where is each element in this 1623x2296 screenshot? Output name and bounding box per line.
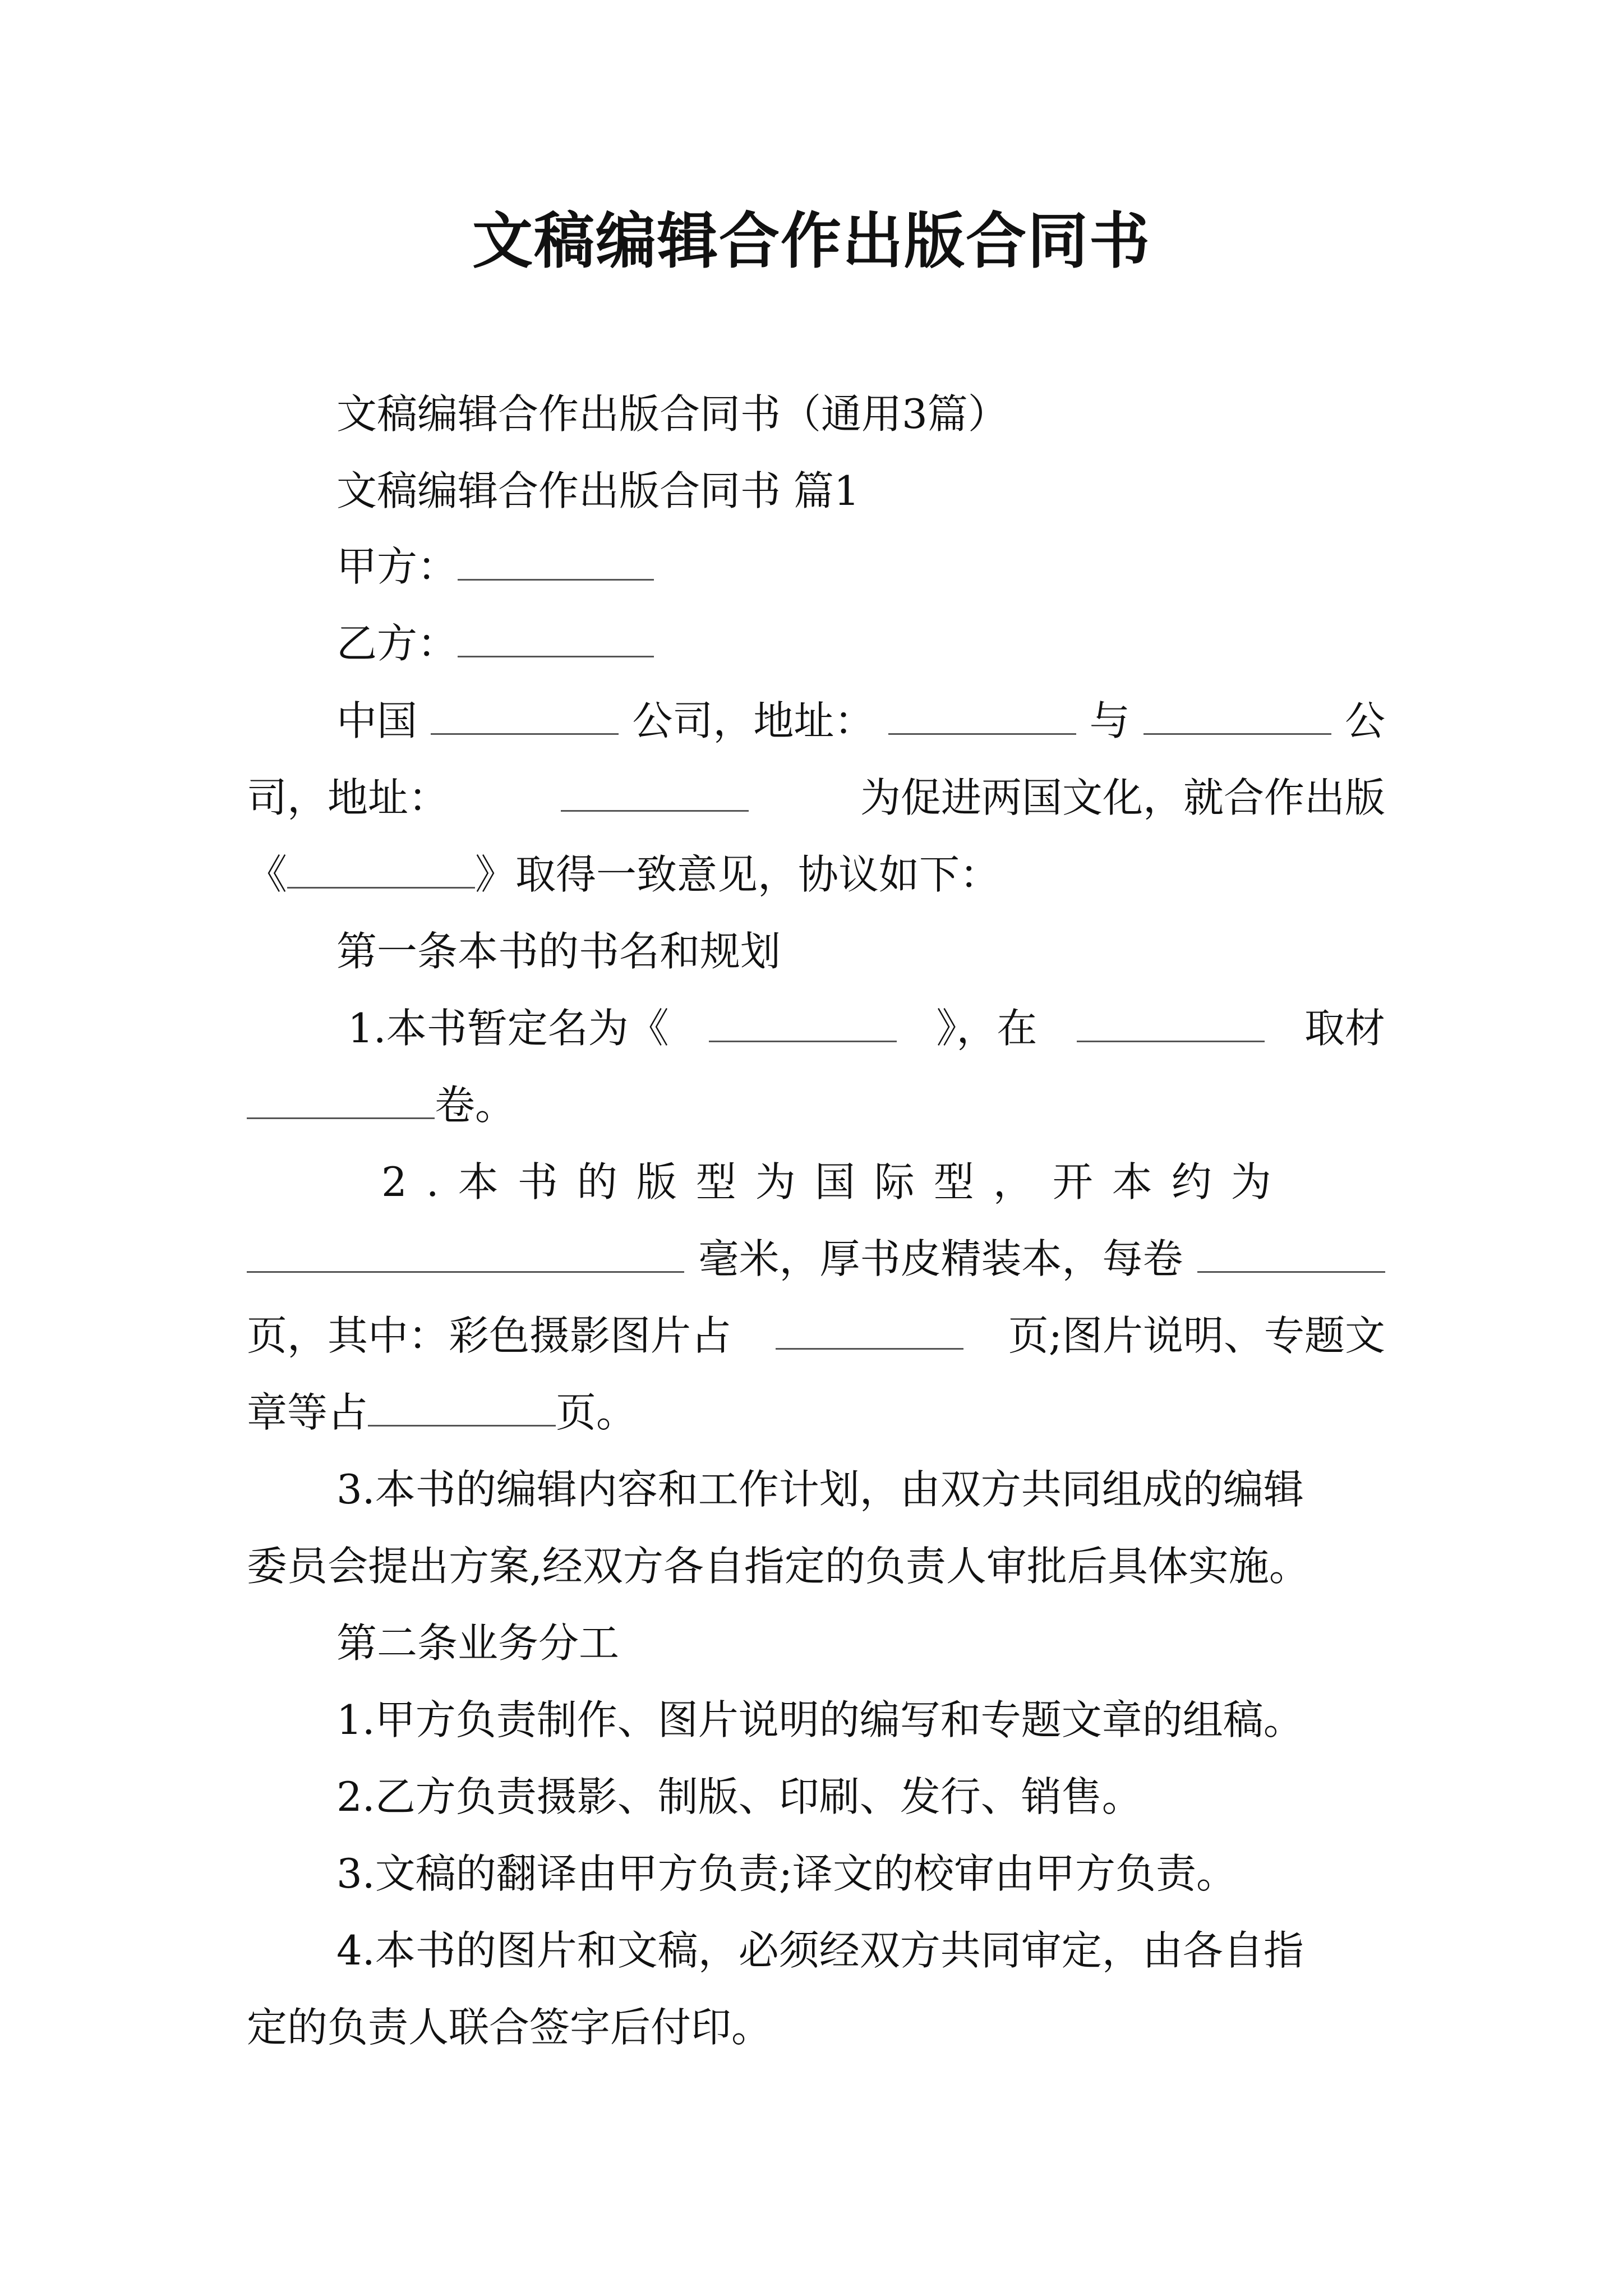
intro-text: 公 xyxy=(1344,697,1385,744)
document-title: 文稿编辑合作出版合同书 xyxy=(472,206,1151,277)
item-text: 章等占 xyxy=(247,1389,368,1436)
blank-field xyxy=(1197,1237,1385,1273)
blank-field xyxy=(888,700,1076,735)
blank-field xyxy=(431,700,619,735)
part-heading: 文稿编辑合作出版合同书 篇1 xyxy=(336,467,860,514)
article-1-item-2: 2.本书的版型为国际型，开本约为 xyxy=(381,1158,1290,1205)
blank-field xyxy=(1144,700,1331,735)
party-a-label: 甲方： xyxy=(336,543,458,590)
party-a-line xyxy=(336,539,654,595)
article-1-item-2-line-2 xyxy=(247,1231,1385,1287)
party-b-blank xyxy=(458,622,654,657)
blank-field xyxy=(1077,1007,1265,1042)
subtitle: 文稿编辑合作出版合同书（通用3篇） xyxy=(336,390,1008,438)
item-text: 页。 xyxy=(556,1389,637,1436)
article-1-item-3: 3.本书的编辑内容和工作计划，由双方共同组成的编辑 xyxy=(336,1466,1304,1513)
item-text: 1.本书暂定名为《 xyxy=(348,1005,669,1052)
item-text: 毫米，厚书皮精装本，每卷 xyxy=(698,1235,1183,1282)
intro-line-2 xyxy=(247,770,1385,826)
item-text: 取材 xyxy=(1304,1005,1385,1052)
article-2-item-1: 1.甲方负责制作、图片说明的编写和专题文章的组稿。 xyxy=(336,1696,1304,1743)
party-b-line xyxy=(336,615,654,671)
party-b-label: 乙方： xyxy=(336,620,458,667)
blank-field xyxy=(247,1237,684,1273)
intro-text: 为促进两国文化，就合作出版 xyxy=(860,774,1385,821)
article-1-item-1 xyxy=(348,1000,1385,1056)
blank-field xyxy=(709,1007,897,1042)
intro-line-3 xyxy=(247,846,1000,903)
blank-field xyxy=(247,1084,435,1119)
blank-field xyxy=(368,1391,556,1427)
article-2-item-4-cont: 定的负责人联合签字后付印。 xyxy=(247,2004,772,2051)
item-text: 》，在 xyxy=(936,1005,1038,1052)
article-1-item-1-cont xyxy=(247,1077,515,1133)
item-text: 页，其中：彩色摄影图片占 xyxy=(247,1312,732,1359)
article-2-heading: 第二条业务分工 xyxy=(336,1619,620,1667)
blank-field xyxy=(776,1314,963,1350)
article-1-item-2-line-4 xyxy=(247,1384,637,1441)
article-1-heading: 第一条本书的书名和规划 xyxy=(336,928,781,975)
blank-field xyxy=(561,776,749,812)
article-1-item-2-line-3 xyxy=(247,1308,1385,1364)
intro-text: 公司，地址： xyxy=(632,697,875,744)
article-2-item-4: 4.本书的图片和文稿，必须经双方共同审定，由各自指 xyxy=(336,1927,1304,1974)
intro-text: 》取得一致意见，协议如下： xyxy=(475,851,1000,898)
blank-field xyxy=(287,853,475,889)
item-text: 卷。 xyxy=(435,1082,516,1129)
party-a-blank xyxy=(458,545,654,581)
intro-text: 与 xyxy=(1089,697,1130,744)
item-text: 页;图片说明、专题文 xyxy=(1008,1312,1385,1359)
intro-text: 司，地址： xyxy=(247,774,449,821)
intro-text: 中国 xyxy=(336,697,418,744)
article-1-item-3-cont: 委员会提出方案,经双方各自指定的负责人审批后具体实施。 xyxy=(247,1543,1310,1590)
intro-line-1 xyxy=(336,693,1385,749)
article-2-item-3: 3.文稿的翻译由甲方负责;译文的校审由甲方负责。 xyxy=(336,1850,1237,1897)
intro-text: 《 xyxy=(247,851,288,898)
article-2-item-2: 2.乙方负责摄影、制版、印刷、发行、销售。 xyxy=(336,1773,1142,1820)
